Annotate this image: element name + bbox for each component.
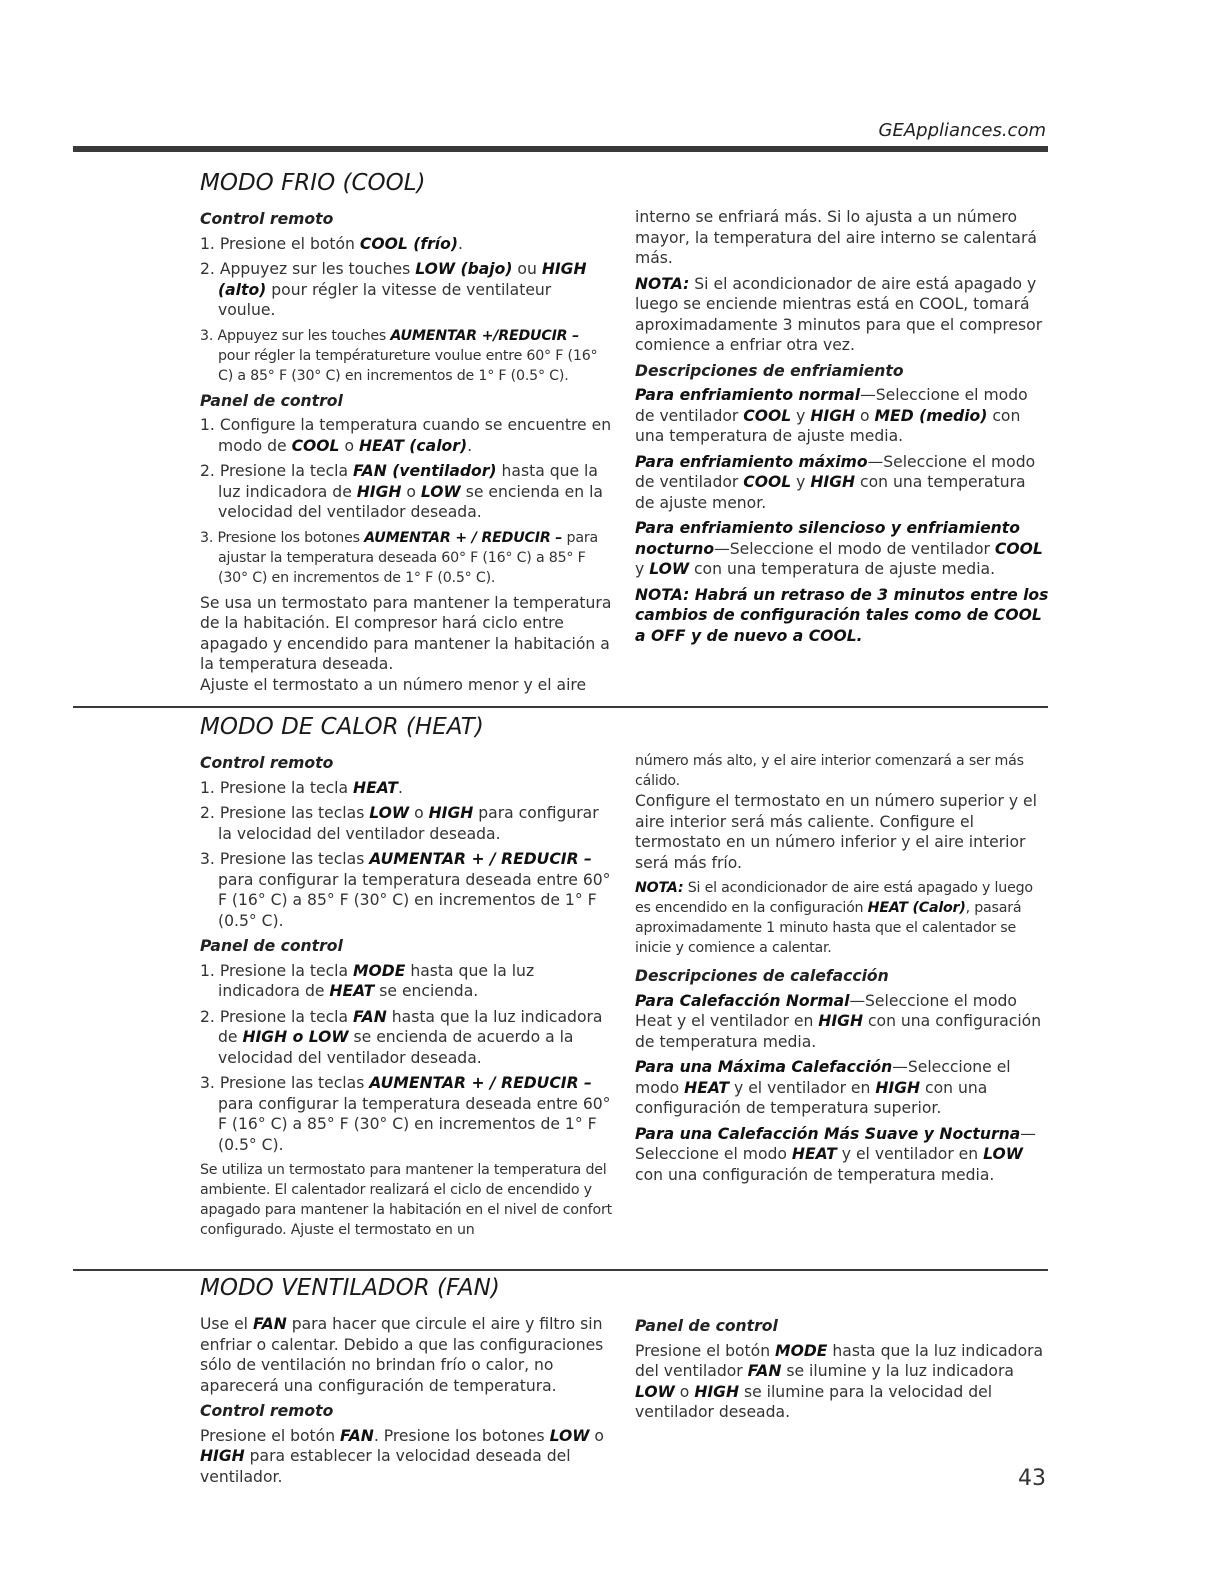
cool-remote-heading: Control remoto xyxy=(200,210,334,228)
cool-note-delay: NOTA: Habrá un retraso de 3 minutos entre los cambios de configuración tales como de COOL a OFF y de nuevo a COOL. xyxy=(635,585,1049,645)
heat-panel-item-1: 1. Presione la tecla MODE hasta que la luz indicadora de HEAT se encienda. xyxy=(200,961,535,1000)
page-number: 43 xyxy=(1018,1466,1046,1491)
heat-desc-soft: Para una Calefacción Más Suave y Nocturna— Seleccione el modo HEAT y el ventilador en LOW con una configuración de temperatura media. xyxy=(635,1124,1036,1184)
heat-section-title: MODO DE CALOR (HEAT) xyxy=(200,714,484,740)
cool-desc-normal: Para enfriamiento normal—Seleccione el modo de ventilador COOL y HIGH o MED (medio) con una temperatura de ajuste media. xyxy=(635,386,1028,445)
header-rule xyxy=(73,146,1048,152)
cool-continued-text: interno se enfriará más. Si lo ajusta a un número mayor, la temperatura del aire interno se calentará más. xyxy=(635,208,1037,267)
heat-right-column xyxy=(635,751,1050,1190)
heat-desc-normal: Para Calefacción Normal—Seleccione el modo Heat y el ventilador en HIGH con una configuración de temperatura media. xyxy=(635,991,1042,1051)
heat-remote-item-2: 2. Presione las teclas LOW o HIGH para configurar la velocidad del ventilador deseada. xyxy=(200,804,599,843)
fan-right-column xyxy=(635,1314,1050,1428)
cool-note: NOTA: Si el acondicionador de aire está apagado y luego se enciende mientras está en COOL, tomará aproximadamente 3 minutos para que el compresor comience a enfriar otra vez. xyxy=(635,274,1043,354)
heat-thermostat-text: Configure el termostato en un número superior y el aire interior será más caliente. Configure el termostato en un número inferior y el aire interior será más frío. xyxy=(635,792,1037,872)
cool-panel-heading: Panel de control xyxy=(200,391,343,410)
cool-desc-quiet: Para enfriamiento silencioso y enfriamiento nocturno—Seleccione el modo de ventilador COOL y LOW con una temperatura de ajuste media. xyxy=(635,519,1043,578)
fan-remote-text: Presione el botón FAN. Presione los botones LOW o HIGH para establecer la velocidad deseada del ventilador. xyxy=(200,1426,604,1486)
fan-panel-text: Presione el botón MODE hasta que la luz indicadora del ventilador FAN se ilumine y la luz indicadora LOW o HIGH se ilumine para la velocidad del ventilador deseada. xyxy=(635,1341,1044,1421)
cool-remote-item-2: 2. Appuyez sur les touches LOW (bajo) ou HIGH (alto) pour régler la vitesse de ventilateur voulue. xyxy=(200,260,587,319)
fan-section-title: MODO VENTILADOR (FAN) xyxy=(200,1275,500,1301)
heat-continued-text: número más alto, y el aire interior comenzará a ser más cálido. xyxy=(635,753,1024,789)
cool-descriptions-heading: Descripciones de enfriamiento xyxy=(635,361,904,380)
heat-remote-heading: Control remoto xyxy=(200,754,334,772)
cool-right-column xyxy=(635,207,1050,651)
heat-panel-item-3: 3. Presione las teclas AUMENTAR + / REDUCIR – para configurar la temperatura deseada entre 60° F (16° C) a 85° F (30° C) en incrementos de 1° F (0.5° C). xyxy=(200,1074,611,1154)
heat-desc-max: Para una Máxima Calefacción—Seleccione el modo HEAT y el ventilador en HIGH con una configuración de temperatura superior. xyxy=(635,1058,1011,1117)
cool-paragraph-2: Ajuste el termostato a un número menor y el aire xyxy=(200,675,587,694)
cool-remote-item-1: 1. Presione el botón COOL (frío). xyxy=(200,234,463,253)
heat-remote-item-3: 3. Presione las teclas AUMENTAR + / REDUCIR – para configurar la temperatura deseada entre 60° F (16° C) a 85° F (30° C) en incrementos de 1° F (0.5° C). xyxy=(200,850,611,930)
cool-left-column xyxy=(200,207,612,700)
cool-section-title: MODO FRIO (COOL) xyxy=(200,170,426,196)
heat-paragraph: Se utiliza un termostato para mantener la temperatura del ambiente. El calentador realizará el ciclo de encendido y apagado para mantener la habitación en el nivel de confort configurado. Ajuste el termostato en un xyxy=(200,1162,612,1238)
heat-left-column xyxy=(200,751,612,1245)
heat-panel-heading: Panel de control xyxy=(200,937,343,955)
site-url: GEAppliances.com xyxy=(878,120,1046,141)
fan-panel-heading: Panel de control xyxy=(635,1317,778,1335)
cool-remote-item-3: 3. Appuyez sur les touches AUMENTAR +/REDUCIR – pour régler la températureture voulue entre 60° F (16° C) a 85° F (30° C) en incrementos de 1° F (0.5° C). xyxy=(200,327,598,384)
cool-desc-max: Para enfriamiento máximo—Seleccione el modo de ventilador COOL y HIGH con una temperatura de ajuste menor. xyxy=(635,452,1036,512)
heat-panel-item-2: 2. Presione la tecla FAN hasta que la luz indicadora de HIGH o LOW se encienda de acuerdo a la velocidad del ventilador deseada. xyxy=(200,1007,603,1067)
heat-descriptions-heading: Descripciones de calefacción xyxy=(635,967,889,985)
heat-remote-item-1: 1. Presione la tecla HEAT. xyxy=(200,778,403,797)
fan-left-column xyxy=(200,1314,612,1492)
cool-paragraph-1: Se usa un termostato para mantener la temperatura de la habitación. El compresor hará ciclo entre apagado y encendido para mantener la habitación a la temperatura deseada. xyxy=(200,593,612,673)
heat-note: NOTA: Si el acondicionador de aire está apagado y luego es encendido en la configuración HEAT (Calor), pasará aproximadamente 1 minuto hasta que el calentador se inicie y comience a calentar. xyxy=(635,880,1033,956)
section-divider-fan xyxy=(73,1269,1048,1271)
cool-panel-item-2: 2. Presione la tecla FAN (ventilador) hasta que la luz indicadora de HIGH o LOW se encienda en la velocidad del ventilador deseada. xyxy=(200,462,603,521)
fan-remote-heading: Control remoto xyxy=(200,1402,334,1420)
cool-panel-item-1: 1. Configure la temperatura cuando se encuentre en modo de COOL o HEAT (calor). xyxy=(200,416,612,455)
fan-intro: Use el FAN para hacer que circule el aire y filtro sin enfriar o calentar. Debido a que las configuraciones sólo de ventilación no brindan frío o calor, no aparecerá una configuración de temperatura. xyxy=(200,1315,604,1395)
cool-panel-item-3: 3. Presione los botones AUMENTAR + / REDUCIR – para ajustar la temperatura deseada 60° F (16° C) a 85° F (30° C) en incrementos de 1° F (0.5° C). xyxy=(200,529,598,586)
section-divider-heat xyxy=(73,706,1048,708)
